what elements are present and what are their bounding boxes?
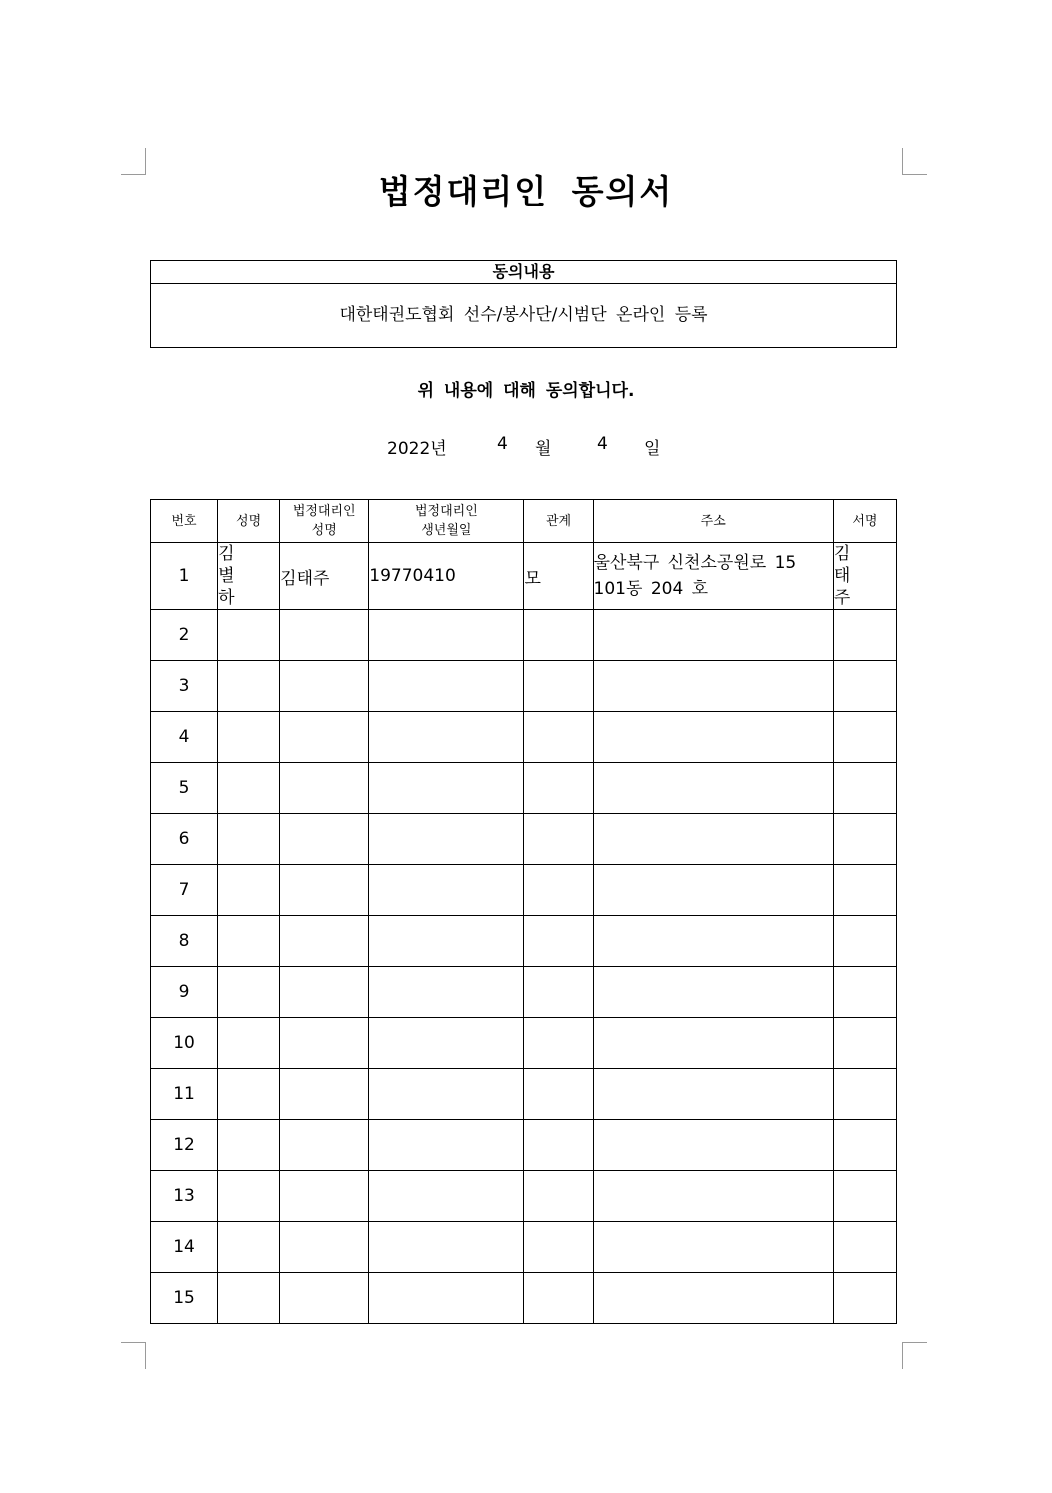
student-name[interactable] [218, 610, 280, 661]
student-name[interactable] [218, 865, 280, 916]
student-name[interactable] [218, 661, 280, 712]
table-row [151, 1171, 897, 1222]
guardian-name[interactable] [280, 1018, 369, 1069]
relation[interactable] [524, 1069, 593, 1120]
relation[interactable] [524, 967, 593, 1018]
address[interactable] [593, 967, 833, 1018]
row-number: 1 [151, 543, 218, 610]
student-name[interactable] [218, 916, 280, 967]
relation[interactable] [524, 1018, 593, 1069]
header-guardian-name: 법정대리인 성명 [280, 500, 369, 543]
guardian-name[interactable] [280, 712, 369, 763]
address[interactable] [593, 763, 833, 814]
address[interactable]: 울산북구 신천소공원로 15 101동 204 호 [593, 543, 833, 610]
student-name[interactable] [218, 712, 280, 763]
guardian-name[interactable] [280, 865, 369, 916]
row-number: 12 [151, 1120, 218, 1171]
relation[interactable]: 모 [524, 543, 593, 610]
address[interactable] [593, 1069, 833, 1120]
signature[interactable] [833, 712, 896, 763]
guardian-birthdate[interactable] [369, 967, 524, 1018]
address[interactable] [593, 1120, 833, 1171]
address[interactable] [593, 865, 833, 916]
guardian-name[interactable] [280, 763, 369, 814]
guardian-birthdate[interactable] [369, 610, 524, 661]
relation[interactable] [524, 1120, 593, 1171]
address[interactable] [593, 1018, 833, 1069]
header-signature: 서명 [833, 500, 896, 543]
guardian-birthdate[interactable] [369, 1222, 524, 1273]
student-name[interactable] [218, 1273, 280, 1324]
table-row [151, 712, 897, 763]
signature[interactable] [833, 967, 896, 1018]
table-row [151, 1222, 897, 1273]
row-number: 5 [151, 763, 218, 814]
address[interactable] [593, 610, 833, 661]
registration-table [150, 499, 897, 1324]
date-month: 4 [497, 434, 508, 454]
consent-content: 대한태권도협회 선수/봉사단/시범단 온라인 등록 [339, 305, 708, 325]
row-number: 8 [151, 916, 218, 967]
student-name[interactable] [218, 1120, 280, 1171]
student-name[interactable] [218, 1171, 280, 1222]
table-row [151, 1273, 897, 1324]
relation[interactable] [524, 763, 593, 814]
signature[interactable] [833, 865, 896, 916]
document-title: 법정대리인 동의서 [378, 172, 674, 211]
address[interactable] [593, 1171, 833, 1222]
guardian-name[interactable] [280, 1120, 369, 1171]
table-row [151, 661, 897, 712]
relation[interactable] [524, 661, 593, 712]
table-row [151, 763, 897, 814]
signature[interactable] [833, 1069, 896, 1120]
guardian-name[interactable] [280, 1069, 369, 1120]
guardian-name[interactable]: 김태주 [280, 543, 369, 610]
row-number: 13 [151, 1171, 218, 1222]
relation[interactable] [524, 1222, 593, 1273]
crop-mark-bottom-right [902, 1342, 927, 1369]
guardian-birthdate[interactable] [369, 1069, 524, 1120]
student-name[interactable] [218, 814, 280, 865]
signature[interactable] [833, 763, 896, 814]
signature[interactable] [833, 916, 896, 967]
table-row [151, 1069, 897, 1120]
guardian-birthdate[interactable] [369, 1120, 524, 1171]
guardian-birthdate[interactable] [369, 661, 524, 712]
table-row [151, 543, 897, 610]
header-number: 번호 [151, 500, 218, 543]
header-relation: 관계 [524, 500, 593, 543]
guardian-name[interactable] [280, 661, 369, 712]
signature[interactable] [833, 1222, 896, 1273]
guardian-name[interactable] [280, 1222, 369, 1273]
date-day: 4 [597, 434, 608, 454]
consent-box [150, 260, 897, 348]
row-number: 3 [151, 661, 218, 712]
table-row [151, 610, 897, 661]
relation[interactable] [524, 814, 593, 865]
row-number: 7 [151, 865, 218, 916]
address[interactable] [593, 814, 833, 865]
address[interactable] [593, 1273, 833, 1324]
guardian-birthdate[interactable] [369, 1171, 524, 1222]
student-name[interactable] [218, 763, 280, 814]
row-number: 6 [151, 814, 218, 865]
address[interactable] [593, 712, 833, 763]
guardian-birthdate[interactable] [369, 916, 524, 967]
table-row [151, 1018, 897, 1069]
relation[interactable] [524, 1273, 593, 1324]
relation[interactable] [524, 1171, 593, 1222]
relation[interactable] [524, 610, 593, 661]
guardian-name[interactable] [280, 967, 369, 1018]
date-month-label: 월 [535, 439, 552, 459]
row-number: 10 [151, 1018, 218, 1069]
signature[interactable] [833, 1018, 896, 1069]
student-name[interactable] [218, 967, 280, 1018]
header-guardian-birthdate: 법정대리인 생년월일 [369, 500, 524, 543]
signature[interactable]: 김 태 주 [833, 543, 896, 610]
signature[interactable] [833, 814, 896, 865]
guardian-birthdate[interactable]: 19770410 [369, 543, 524, 610]
table-row [151, 916, 897, 967]
row-number: 14 [151, 1222, 218, 1273]
relation[interactable] [524, 712, 593, 763]
signature[interactable] [833, 610, 896, 661]
consent-header: 동의내용 [151, 261, 896, 284]
address[interactable] [593, 661, 833, 712]
header-address: 주소 [593, 500, 833, 543]
guardian-birthdate[interactable] [369, 1018, 524, 1069]
table-row [151, 865, 897, 916]
date-day-label: 일 [644, 439, 661, 459]
guardian-name[interactable] [280, 814, 369, 865]
student-name[interactable] [218, 1018, 280, 1069]
row-number: 2 [151, 610, 218, 661]
relation[interactable] [524, 916, 593, 967]
date-year: 2022년 [387, 439, 447, 459]
address[interactable] [593, 1222, 833, 1273]
student-name[interactable] [218, 1222, 280, 1273]
address[interactable] [593, 916, 833, 967]
table-row [151, 1120, 897, 1171]
crop-mark-bottom-left [121, 1342, 146, 1369]
signature[interactable] [833, 1171, 896, 1222]
guardian-name[interactable] [280, 1273, 369, 1324]
relation[interactable] [524, 865, 593, 916]
guardian-birthdate[interactable] [369, 865, 524, 916]
student-name[interactable] [218, 1069, 280, 1120]
signature[interactable] [833, 1120, 896, 1171]
guardian-birthdate[interactable] [369, 712, 524, 763]
guardian-birthdate[interactable] [369, 814, 524, 865]
row-number: 4 [151, 712, 218, 763]
guardian-birthdate[interactable] [369, 1273, 524, 1324]
student-name[interactable]: 김 별 하 [218, 543, 280, 610]
signature[interactable] [833, 1273, 896, 1324]
signature[interactable] [833, 661, 896, 712]
guardian-name[interactable] [280, 1171, 369, 1222]
header-name: 성명 [218, 500, 280, 543]
row-number: 15 [151, 1273, 218, 1324]
agreement-statement: 위 내용에 대해 동의합니다. [417, 381, 635, 401]
guardian-name[interactable] [280, 916, 369, 967]
guardian-name[interactable] [280, 610, 369, 661]
guardian-birthdate[interactable] [369, 763, 524, 814]
table-row [151, 967, 897, 1018]
row-number: 11 [151, 1069, 218, 1120]
row-number: 9 [151, 967, 218, 1018]
table-header-row [151, 500, 897, 543]
table-row [151, 814, 897, 865]
